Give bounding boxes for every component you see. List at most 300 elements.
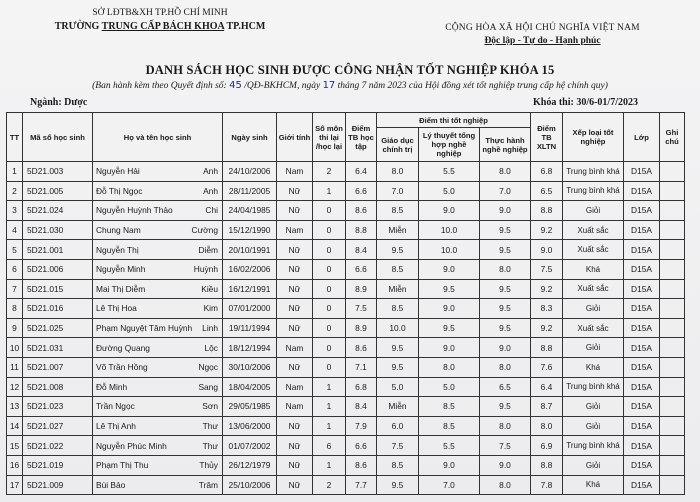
row-number: 12 bbox=[7, 377, 23, 397]
politics-score: 9.5 bbox=[377, 475, 419, 495]
student-name bbox=[93, 455, 223, 475]
politics-score: 9.5 bbox=[377, 338, 419, 358]
politics-score: Miễn bbox=[377, 397, 419, 417]
graduates-table bbox=[6, 112, 685, 495]
graduation-rank: Trung bình khá bbox=[563, 436, 624, 456]
politics-score: 8.5 bbox=[377, 201, 419, 221]
theory-score: 8.5 bbox=[419, 416, 480, 436]
table-row bbox=[7, 259, 685, 279]
graduation-rank: Trung bình khá bbox=[563, 162, 624, 182]
col-avg-study: Điểm TB học tập bbox=[346, 113, 377, 162]
birthdate: 24/04/1985 bbox=[223, 201, 277, 221]
student-name bbox=[93, 357, 223, 377]
sex: Nữ bbox=[277, 181, 313, 201]
avg-xltn-score: 8.8 bbox=[531, 201, 563, 221]
retake-count: 0 bbox=[313, 357, 346, 377]
note bbox=[660, 181, 685, 201]
graduation-rank: Trung bình khá bbox=[563, 377, 624, 397]
birthdate: 19/11/1994 bbox=[223, 318, 277, 338]
row-number: 5 bbox=[7, 240, 23, 260]
col-avg-xltn: Điểm TB XLTN bbox=[531, 113, 563, 162]
retake-count: 1 bbox=[313, 181, 346, 201]
student-name bbox=[93, 240, 223, 260]
student-last-name: Phạm Thị Thu bbox=[96, 460, 149, 471]
student-last-name: Lê Thị Hoa bbox=[96, 303, 137, 314]
student-first-name: Sơn bbox=[202, 401, 218, 412]
sex: Nam bbox=[277, 220, 313, 240]
avg-xltn-score: 9.2 bbox=[531, 318, 563, 338]
theory-score: 5.0 bbox=[419, 181, 480, 201]
student-first-name: Thủy bbox=[199, 460, 218, 471]
student-first-name: Anh bbox=[203, 185, 218, 196]
avg-study-score: 8.6 bbox=[346, 201, 377, 221]
graduation-rank: Xuất sắc bbox=[563, 240, 624, 260]
birthdate: 18/12/1994 bbox=[223, 338, 277, 358]
student-code: 5D21.003 bbox=[23, 162, 93, 182]
student-first-name: Anh bbox=[203, 166, 218, 177]
class-name: D15A bbox=[624, 259, 660, 279]
col-full-name: Họ và tên học sinh bbox=[93, 113, 223, 162]
student-code: 5D21.007 bbox=[23, 357, 93, 377]
department-name: SỞ LĐTB&XH TP.HỒ CHÍ MINH bbox=[92, 8, 228, 18]
note bbox=[660, 162, 685, 182]
student-name bbox=[93, 279, 223, 299]
national-motto: Độc lập - Tự do - Hạnh phúc bbox=[484, 36, 601, 46]
graduation-rank: Giỏi bbox=[563, 299, 624, 319]
politics-score: 6.0 bbox=[377, 416, 419, 436]
table-row bbox=[7, 201, 685, 221]
class-name: D15A bbox=[624, 299, 660, 319]
birthdate: 24/10/2006 bbox=[223, 162, 277, 182]
student-code: 5D21.016 bbox=[23, 299, 93, 319]
practice-score: 6.5 bbox=[480, 377, 531, 397]
avg-xltn-score: 8.0 bbox=[531, 416, 563, 436]
table-body bbox=[7, 162, 685, 495]
avg-study-score: 6.6 bbox=[346, 436, 377, 456]
retake-count: 0 bbox=[313, 201, 346, 221]
note bbox=[660, 279, 685, 299]
student-last-name: Đỗ Minh bbox=[96, 381, 128, 392]
theory-score: 5.5 bbox=[419, 436, 480, 456]
graduation-rank: Khá bbox=[563, 475, 624, 495]
student-first-name: Diễm bbox=[198, 244, 218, 255]
politics-score: Miễn bbox=[377, 279, 419, 299]
table-row bbox=[7, 162, 685, 182]
class-name: D15A bbox=[624, 318, 660, 338]
avg-study-score: 8.8 bbox=[346, 220, 377, 240]
note bbox=[660, 416, 685, 436]
table-row bbox=[7, 416, 685, 436]
issuing-agency-header bbox=[40, 7, 280, 33]
retake-count: 0 bbox=[313, 279, 346, 299]
theory-score: 8.5 bbox=[419, 397, 480, 417]
theory-score: 9.5 bbox=[419, 318, 480, 338]
row-number: 13 bbox=[7, 397, 23, 417]
handwritten-decision-day: 17 bbox=[322, 80, 336, 91]
practice-score: 9.0 bbox=[480, 455, 531, 475]
col-rank: Xếp loại tốt nghiệp bbox=[563, 113, 624, 162]
note bbox=[660, 299, 685, 319]
table-row bbox=[7, 220, 685, 240]
sex: Nam bbox=[277, 397, 313, 417]
row-number: 17 bbox=[7, 475, 23, 495]
table-row bbox=[7, 475, 685, 495]
birthdate: 26/12/1979 bbox=[223, 455, 277, 475]
graduation-rank: Giỏi bbox=[563, 455, 624, 475]
student-last-name: Bùi Bảo bbox=[96, 479, 126, 490]
retake-count: 2 bbox=[313, 162, 346, 182]
practice-score: 9.5 bbox=[480, 220, 531, 240]
table-row bbox=[7, 279, 685, 299]
graduation-rank: Xuất sắc bbox=[563, 279, 624, 299]
table-row bbox=[7, 299, 685, 319]
politics-score: 7.5 bbox=[377, 436, 419, 456]
theory-score: 10.0 bbox=[419, 220, 480, 240]
avg-study-score: 8.6 bbox=[346, 455, 377, 475]
theory-score: 5.0 bbox=[419, 377, 480, 397]
note bbox=[660, 475, 685, 495]
graduation-rank: Giỏi bbox=[563, 201, 624, 221]
theory-score: 5.5 bbox=[419, 162, 480, 182]
student-first-name: Trâm bbox=[198, 479, 218, 490]
note bbox=[660, 220, 685, 240]
avg-study-score: 8.9 bbox=[346, 318, 377, 338]
retake-count: 1 bbox=[313, 397, 346, 417]
note bbox=[660, 377, 685, 397]
politics-score: 9.5 bbox=[377, 240, 419, 260]
class-name: D15A bbox=[624, 181, 660, 201]
row-number: 1 bbox=[7, 162, 23, 182]
col-retake: Số môn thi lại /học lại bbox=[313, 113, 346, 162]
theory-score: 9.0 bbox=[419, 201, 480, 221]
student-last-name: Nguyễn Phúc Minh bbox=[96, 440, 167, 451]
theory-score: 9.0 bbox=[419, 338, 480, 358]
row-number: 9 bbox=[7, 318, 23, 338]
avg-study-score: 8.4 bbox=[346, 240, 377, 260]
student-code: 5D21.027 bbox=[23, 416, 93, 436]
class-name: D15A bbox=[624, 279, 660, 299]
row-number: 3 bbox=[7, 201, 23, 221]
avg-study-score: 6.6 bbox=[346, 181, 377, 201]
graduation-rank: Khá bbox=[563, 259, 624, 279]
class-name: D15A bbox=[624, 377, 660, 397]
student-name bbox=[93, 475, 223, 495]
retake-count: 0 bbox=[313, 299, 346, 319]
retake-count: 2 bbox=[313, 475, 346, 495]
student-first-name: Chi bbox=[205, 205, 218, 216]
birthdate: 13/06/2000 bbox=[223, 416, 277, 436]
student-first-name: Huỳnh bbox=[193, 264, 218, 275]
table-row bbox=[7, 240, 685, 260]
avg-xltn-score: 8.8 bbox=[531, 338, 563, 358]
class-name: D15A bbox=[624, 201, 660, 221]
class-name: D15A bbox=[624, 475, 660, 495]
retake-count: 0 bbox=[313, 220, 346, 240]
class-name: D15A bbox=[624, 397, 660, 417]
student-name bbox=[93, 162, 223, 182]
table-row bbox=[7, 455, 685, 475]
graduation-rank: Xuất sắc bbox=[563, 318, 624, 338]
birthdate: 01/07/2002 bbox=[223, 436, 277, 456]
student-name bbox=[93, 436, 223, 456]
student-last-name: Võ Trần Hồng bbox=[96, 362, 148, 373]
col-class: Lớp bbox=[624, 113, 660, 162]
document-title: DANH SÁCH HỌC SINH ĐƯỢC CÔNG NHẬN TỐT NGHIỆP KHÓA 15 bbox=[145, 63, 555, 77]
practice-score: 9.0 bbox=[480, 338, 531, 358]
table-row bbox=[7, 377, 685, 397]
student-first-name: Sang bbox=[198, 381, 218, 392]
sex: Nữ bbox=[277, 259, 313, 279]
student-code: 5D21.001 bbox=[23, 240, 93, 260]
major-label: Ngành: Dược bbox=[30, 97, 88, 108]
retake-count: 0 bbox=[313, 259, 346, 279]
exam-period-label: Khóa thi: 30/6-01/7/2023 bbox=[532, 97, 638, 108]
note bbox=[660, 201, 685, 221]
politics-score: 7.0 bbox=[377, 181, 419, 201]
birthdate: 16/12/1991 bbox=[223, 279, 277, 299]
sex: Nữ bbox=[277, 436, 313, 456]
theory-score: 8.0 bbox=[419, 357, 480, 377]
note bbox=[660, 338, 685, 358]
student-name bbox=[93, 201, 223, 221]
handwritten-decision-number: 45 bbox=[229, 80, 242, 91]
col-student-code: Mã số học sinh bbox=[23, 113, 93, 162]
class-name: D15A bbox=[624, 338, 660, 358]
theory-score: 9.0 bbox=[419, 259, 480, 279]
class-name: D15A bbox=[624, 357, 660, 377]
avg-xltn-score: 9.2 bbox=[531, 220, 563, 240]
sex: Nam bbox=[277, 162, 313, 182]
birthdate: 25/10/2006 bbox=[223, 475, 277, 495]
graduation-rank: Khá bbox=[563, 357, 624, 377]
student-last-name: Nguyễn Thị bbox=[96, 244, 139, 255]
student-name bbox=[93, 299, 223, 319]
graduation-rank: Xuất sắc bbox=[563, 220, 624, 240]
sex: Nữ bbox=[277, 357, 313, 377]
student-last-name: Phạm Nguyệt Tâm Huỳnh bbox=[96, 323, 193, 334]
student-code: 5D21.023 bbox=[23, 397, 93, 417]
note bbox=[660, 357, 685, 377]
row-number: 2 bbox=[7, 181, 23, 201]
student-first-name: Thư bbox=[202, 440, 218, 451]
student-first-name: Linh bbox=[202, 323, 218, 334]
student-name bbox=[93, 416, 223, 436]
student-last-name: Trần Ngọc bbox=[96, 401, 135, 412]
class-name: D15A bbox=[624, 416, 660, 436]
student-code: 5D21.019 bbox=[23, 455, 93, 475]
retake-count: 0 bbox=[313, 338, 346, 358]
theory-score: 10.0 bbox=[419, 240, 480, 260]
avg-xltn-score: 7.5 bbox=[531, 259, 563, 279]
graduation-rank: Trung bình khá bbox=[563, 181, 624, 201]
avg-study-score: 8.9 bbox=[346, 279, 377, 299]
student-last-name: Lê Thị Anh bbox=[96, 421, 136, 432]
note bbox=[660, 436, 685, 456]
birthdate: 16/02/2006 bbox=[223, 259, 277, 279]
student-code: 5D21.008 bbox=[23, 377, 93, 397]
birthdate: 15/12/1990 bbox=[223, 220, 277, 240]
birthdate: 07/01/2000 bbox=[223, 299, 277, 319]
student-code: 5D21.022 bbox=[23, 436, 93, 456]
table-row bbox=[7, 338, 685, 358]
retake-count: 1 bbox=[313, 377, 346, 397]
student-last-name: Đường Quang bbox=[96, 342, 150, 353]
col-practice: Thực hành nghề nghiệp bbox=[480, 128, 531, 162]
table-row bbox=[7, 357, 685, 377]
graduation-rank: Giỏi bbox=[563, 338, 624, 358]
retake-count: 0 bbox=[313, 318, 346, 338]
theory-score: 9.0 bbox=[419, 299, 480, 319]
row-number: 14 bbox=[7, 416, 23, 436]
avg-xltn-score: 6.9 bbox=[531, 436, 563, 456]
avg-xltn-score: 7.6 bbox=[531, 357, 563, 377]
practice-score: 8.0 bbox=[480, 475, 531, 495]
student-first-name: Lộc bbox=[204, 342, 218, 353]
avg-xltn-score: 6.5 bbox=[531, 181, 563, 201]
decision-reference: (Ban hành kèm theo Quyết định số: 45 /QĐ-BKHCM, ngày 17 tháng 7 năm 2023 của Hội đồng xét tốt nghiệp trung cấp hệ chính quy) bbox=[92, 80, 608, 91]
col-group-exam-scores: Điểm thi tốt nghiệp bbox=[377, 113, 531, 128]
note bbox=[660, 259, 685, 279]
sex: Nữ bbox=[277, 279, 313, 299]
student-code: 5D21.005 bbox=[23, 181, 93, 201]
note bbox=[660, 455, 685, 475]
avg-xltn-score: 9.0 bbox=[531, 240, 563, 260]
student-first-name: Thư bbox=[202, 421, 218, 432]
sex: Nam bbox=[277, 338, 313, 358]
row-number: 7 bbox=[7, 279, 23, 299]
student-first-name: Kiều bbox=[201, 283, 218, 294]
student-name bbox=[93, 181, 223, 201]
avg-study-score: 6.8 bbox=[346, 377, 377, 397]
student-name bbox=[93, 377, 223, 397]
student-last-name: Chung Nam bbox=[96, 225, 141, 236]
birthdate: 30/10/2006 bbox=[223, 357, 277, 377]
student-first-name: Ngọc bbox=[198, 362, 218, 373]
avg-xltn-score: 8.7 bbox=[531, 397, 563, 417]
birthdate: 28/11/2005 bbox=[223, 181, 277, 201]
sex: Nữ bbox=[277, 455, 313, 475]
table-row bbox=[7, 436, 685, 456]
sex: Nữ bbox=[277, 475, 313, 495]
retake-count: 6 bbox=[313, 436, 346, 456]
practice-score: 7.0 bbox=[480, 181, 531, 201]
col-note: Ghi chú bbox=[660, 113, 685, 162]
practice-score: 9.5 bbox=[480, 240, 531, 260]
student-last-name: Nguyễn Minh bbox=[96, 264, 146, 275]
student-last-name: Mai Thị Diễm bbox=[96, 283, 146, 294]
graduation-rank: Giỏi bbox=[563, 416, 624, 436]
politics-score: Miễn bbox=[377, 220, 419, 240]
politics-score: 9.5 bbox=[377, 357, 419, 377]
class-name: D15A bbox=[624, 240, 660, 260]
birthdate: 20/10/1991 bbox=[223, 240, 277, 260]
student-code: 5D21.030 bbox=[23, 220, 93, 240]
row-number: 4 bbox=[7, 220, 23, 240]
practice-score: 9.5 bbox=[480, 397, 531, 417]
student-name bbox=[93, 338, 223, 358]
class-name: D15A bbox=[624, 162, 660, 182]
row-number: 11 bbox=[7, 357, 23, 377]
col-birthdate: Ngày sinh bbox=[223, 113, 277, 162]
practice-score: 9.0 bbox=[480, 201, 531, 221]
theory-score: 9.0 bbox=[419, 455, 480, 475]
table-header-row bbox=[7, 113, 685, 128]
avg-xltn-score: 8.8 bbox=[531, 455, 563, 475]
avg-xltn-score: 9.2 bbox=[531, 279, 563, 299]
practice-score: 8.0 bbox=[480, 357, 531, 377]
student-code: 5D21.015 bbox=[23, 279, 93, 299]
graduation-rank: Giỏi bbox=[563, 397, 624, 417]
row-number: 16 bbox=[7, 455, 23, 475]
class-name: D15A bbox=[624, 220, 660, 240]
class-name: D15A bbox=[624, 436, 660, 456]
row-number: 15 bbox=[7, 436, 23, 456]
avg-study-score: 8.4 bbox=[346, 397, 377, 417]
avg-study-score: 7.7 bbox=[346, 475, 377, 495]
politics-score: 8.5 bbox=[377, 455, 419, 475]
avg-study-score: 6.6 bbox=[346, 259, 377, 279]
col-politics: Giáo dục chính trị bbox=[377, 128, 419, 162]
practice-score: 8.0 bbox=[480, 162, 531, 182]
politics-score: 8.5 bbox=[377, 259, 419, 279]
row-number: 8 bbox=[7, 299, 23, 319]
practice-score: 7.5 bbox=[480, 436, 531, 456]
sex: Nữ bbox=[277, 318, 313, 338]
sex: Nữ bbox=[277, 416, 313, 436]
student-last-name: Đỗ Thị Ngọc bbox=[96, 185, 143, 196]
student-name bbox=[93, 220, 223, 240]
student-code: 5D21.009 bbox=[23, 475, 93, 495]
national-motto-header bbox=[395, 22, 690, 48]
avg-xltn-score: 7.8 bbox=[531, 475, 563, 495]
sex: Nữ bbox=[277, 299, 313, 319]
avg-study-score: 7.5 bbox=[346, 299, 377, 319]
avg-study-score: 8.6 bbox=[346, 338, 377, 358]
row-number: 10 bbox=[7, 338, 23, 358]
politics-score: 8.0 bbox=[377, 162, 419, 182]
politics-score: 10.0 bbox=[377, 318, 419, 338]
note bbox=[660, 397, 685, 417]
avg-xltn-score: 6.4 bbox=[531, 377, 563, 397]
student-code: 5D21.006 bbox=[23, 259, 93, 279]
student-first-name: Kim bbox=[203, 303, 218, 314]
retake-count: 1 bbox=[313, 455, 346, 475]
country-name: CỘNG HÒA XÃ HỘI CHỦ NGHĨA VIỆT NAM bbox=[445, 23, 640, 33]
student-name bbox=[93, 397, 223, 417]
note bbox=[660, 240, 685, 260]
avg-study-score: 6.4 bbox=[346, 162, 377, 182]
student-code: 5D21.024 bbox=[23, 201, 93, 221]
student-name bbox=[93, 259, 223, 279]
col-theory: Lý thuyết tổng hợp nghề nghiệp bbox=[419, 128, 480, 162]
class-name: D15A bbox=[624, 455, 660, 475]
birthdate: 18/04/2005 bbox=[223, 377, 277, 397]
politics-score: 5.0 bbox=[377, 377, 419, 397]
practice-score: 8.0 bbox=[480, 416, 531, 436]
student-code: 5D21.025 bbox=[23, 318, 93, 338]
retake-count: 1 bbox=[313, 416, 346, 436]
politics-score: 8.5 bbox=[377, 299, 419, 319]
practice-score: 9.5 bbox=[480, 299, 531, 319]
practice-score: 9.5 bbox=[480, 318, 531, 338]
practice-score: 9.5 bbox=[480, 279, 531, 299]
student-name bbox=[93, 318, 223, 338]
birthdate: 29/05/1985 bbox=[223, 397, 277, 417]
theory-score: 7.0 bbox=[419, 475, 480, 495]
retake-count: 0 bbox=[313, 240, 346, 260]
avg-xltn-score: 6.8 bbox=[531, 162, 563, 182]
note bbox=[660, 318, 685, 338]
